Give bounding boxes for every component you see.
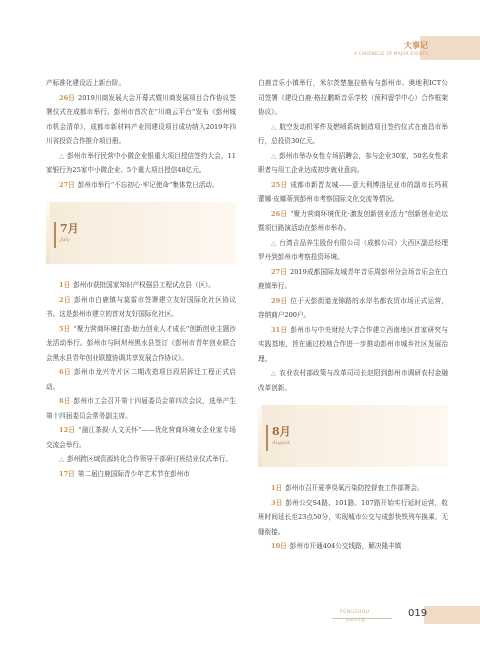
entry-date: 27日 (271, 267, 288, 276)
entry-date: 6日 (59, 368, 72, 376)
entry-text: 2019成都国际友城青年音乐周彭州分会场音乐会在白鹿镇举行。 (258, 267, 448, 290)
entry-paragraph (258, 76, 448, 120)
entry-text: 彭州市举行“不忘初心·牢记使命”集体党日活动。 (77, 180, 219, 189)
month-title: 8月 (272, 425, 291, 438)
entry-text: 彭州市开通404公交线路，解决隆丰镇 (289, 542, 402, 550)
entry-paragraph (258, 265, 448, 294)
month-divider-bar (54, 222, 56, 248)
right-block-1 (258, 76, 448, 395)
month-header-july (46, 202, 236, 264)
entry-paragraph (258, 481, 448, 496)
entry-text: “湔江茶叙·人文关怀”——优化营商环境女企业家专场交流会举行。 (46, 426, 236, 449)
entry-paragraph (258, 236, 448, 265)
entry-paragraph (258, 366, 448, 395)
entry-text: 台湾吉品养生股份有限公司（成都公司）大西区副总经理罗丹到彭州市考察投资环境。 (258, 238, 448, 261)
entry-text: 农业农村部政策与改革司司长赵阳到彭州市调研农村金融改革创新。 (258, 369, 448, 392)
entry-date: 1日 (59, 281, 71, 289)
entry-date: 3日 (271, 498, 283, 507)
entry-paragraph (46, 278, 236, 293)
footer-divider (332, 618, 392, 619)
entry-date: △ (271, 238, 277, 247)
entry-paragraph (46, 365, 236, 394)
entry-date: 12日 (59, 426, 76, 434)
entry-date: 1日 (271, 484, 283, 492)
left-column (46, 76, 236, 481)
entry-paragraph (258, 207, 448, 236)
section-title: 大事记 (404, 41, 428, 50)
entry-paragraph (258, 294, 448, 323)
entry-text: 彭州市获批国家知识产权强县工程试点县（区）。 (73, 281, 215, 289)
entry-date: △ (271, 122, 277, 131)
left-block-1 (46, 76, 236, 192)
month-subtitle: August (272, 440, 290, 446)
entry-text: 彭州市龙兴寺片区二期改造项目段居拆迁工程正式启动。 (46, 368, 237, 391)
entry-paragraph (46, 76, 236, 91)
entry-text: 位于天彭街道龙锦路的水岸名都农贸市场正式运营，容纳商户200户。 (258, 296, 448, 319)
entry-date: 26日 (59, 93, 76, 102)
entry-text: 航空发动机零件及燃喷系统制造项目签约仪式在南昌市举行，总投资30亿元。 (258, 122, 448, 145)
entry-text: 彭州市白鹿镇与莫雷市签署建立友好国际化社区协议书。这是彭州市建立的首对友好国际化社区。 (46, 295, 237, 318)
entry-text: 产标准化建设迈上新台阶。 (46, 79, 126, 87)
entry-text: 2019川商发展大会开幕式暨川商发展项目合作协议签署仪式在成都市举行。彭州市首次在“川商云平台”发布《彭州城市机会清单》，成都市新材料产业园建设项目成功纳入2019年四川省投资合作推介项目册。 (46, 93, 236, 145)
entry-text: 彭州市举行民营中小微企业银重大项目授信签约大会，11家银行为25家中小微企业、5个重大项目授信48亿元。 (46, 151, 237, 174)
entry-date: 2日 (59, 295, 72, 304)
entry-text: 彭州跨区域资源转化合作领导干部研讨班结业仪式举行。 (67, 455, 232, 463)
month-divider-bar (266, 425, 268, 451)
footer-brand-sub: 彭州市年鉴 (346, 617, 365, 622)
page-number: 019 (408, 608, 428, 619)
entry-paragraph (258, 178, 448, 207)
entry-date: 27日 (59, 180, 75, 189)
entry-paragraph (46, 423, 236, 452)
entry-text: 彭州公交S4路、101路、107路开始实行延时运营，收班时间延长至23点50分，实现城市公交与成彭快铁列车换乘、无缝衔接。 (258, 498, 448, 536)
entry-paragraph (258, 120, 448, 149)
entry-text: 第二届白鹿国际青少年艺术节在彭州市 (77, 469, 190, 478)
entry-date: 25日 (271, 180, 288, 189)
entry-text: “聚力营商环境打造·助力创业人才成长”创新创业主题沙龙活动举行。彭州市与阿坝州黑水县签订《彭州市青年创业联合会黑水县青年创业联盟协调共享发展合作协议》。 (46, 324, 236, 362)
month-subtitle: July (60, 237, 70, 243)
left-block-2 (46, 278, 236, 481)
entry-date: 29日 (271, 296, 288, 305)
footer-brand: PENGZHOU (340, 610, 370, 615)
entry-paragraph (46, 293, 236, 322)
entry-paragraph (46, 467, 236, 482)
page-tab-accent (424, 606, 480, 624)
entry-text: “聚力营商环境优化·激发创新创业活力”创新创业论坛暨项目路演活动在彭州市举办。 (258, 209, 448, 232)
month-title: 7月 (60, 222, 79, 235)
section-subtitle: A CHRONICLE OF MAJOR EVENTS (354, 51, 428, 56)
entry-date: △ (59, 455, 65, 463)
entry-date: 8日 (59, 397, 71, 405)
month-header-august (258, 405, 448, 467)
entry-date: △ (271, 369, 277, 377)
entry-paragraph (46, 178, 236, 193)
header-accent-bar (420, 36, 480, 60)
right-block-2 (258, 481, 448, 554)
entry-paragraph (258, 539, 448, 554)
entry-paragraph (46, 452, 236, 467)
entry-text: 彭州市工会召开第十四届委员会第四次会议，选举产生第十四届委员会常务副主席。 (46, 397, 236, 420)
right-column (258, 76, 448, 554)
entry-paragraph (258, 149, 448, 178)
entry-paragraph (46, 322, 236, 366)
entry-paragraph (258, 496, 448, 540)
entry-date: 17日 (59, 469, 75, 478)
entry-date: 10日 (271, 542, 287, 550)
entry-date: △ (59, 151, 65, 160)
entry-paragraph (46, 394, 236, 423)
entry-date: 5日 (59, 324, 71, 333)
entry-text: 白鹿音乐小镇举行，米尔茨楚施拉格布与彭州市、奥地利ICT公司签署《建设白鹿·格拉鹏斯音乐学校（预科留学中心）合作框架协议》。 (258, 79, 448, 116)
entry-paragraph (46, 91, 236, 149)
entry-date: 31日 (271, 325, 288, 334)
entry-text: 彭州市举办女性专场招聘会，参与企业30家，50名女性求职者与用工企业达成初步就业意向。 (258, 151, 448, 174)
entry-text: 彭州市召开夏季臭氧污染防控督查工作部署会。 (285, 484, 424, 492)
entry-date: 26日 (271, 209, 288, 218)
entry-paragraph (46, 149, 236, 178)
entry-text: 成都市新晋友城——意大利博洛尼亚市的副市长玛莉蕾娜·皮娜蒂到彭州市考察国际文化交流等情况。 (258, 180, 448, 203)
entry-paragraph (258, 323, 448, 367)
entry-date: △ (271, 151, 277, 160)
entry-text: 彭州市与中央财经大学合作建立西南地区首家研究与实践基地，旨在通过校地合作进一步推动彭州市城乡社区发展治理。 (258, 325, 448, 363)
